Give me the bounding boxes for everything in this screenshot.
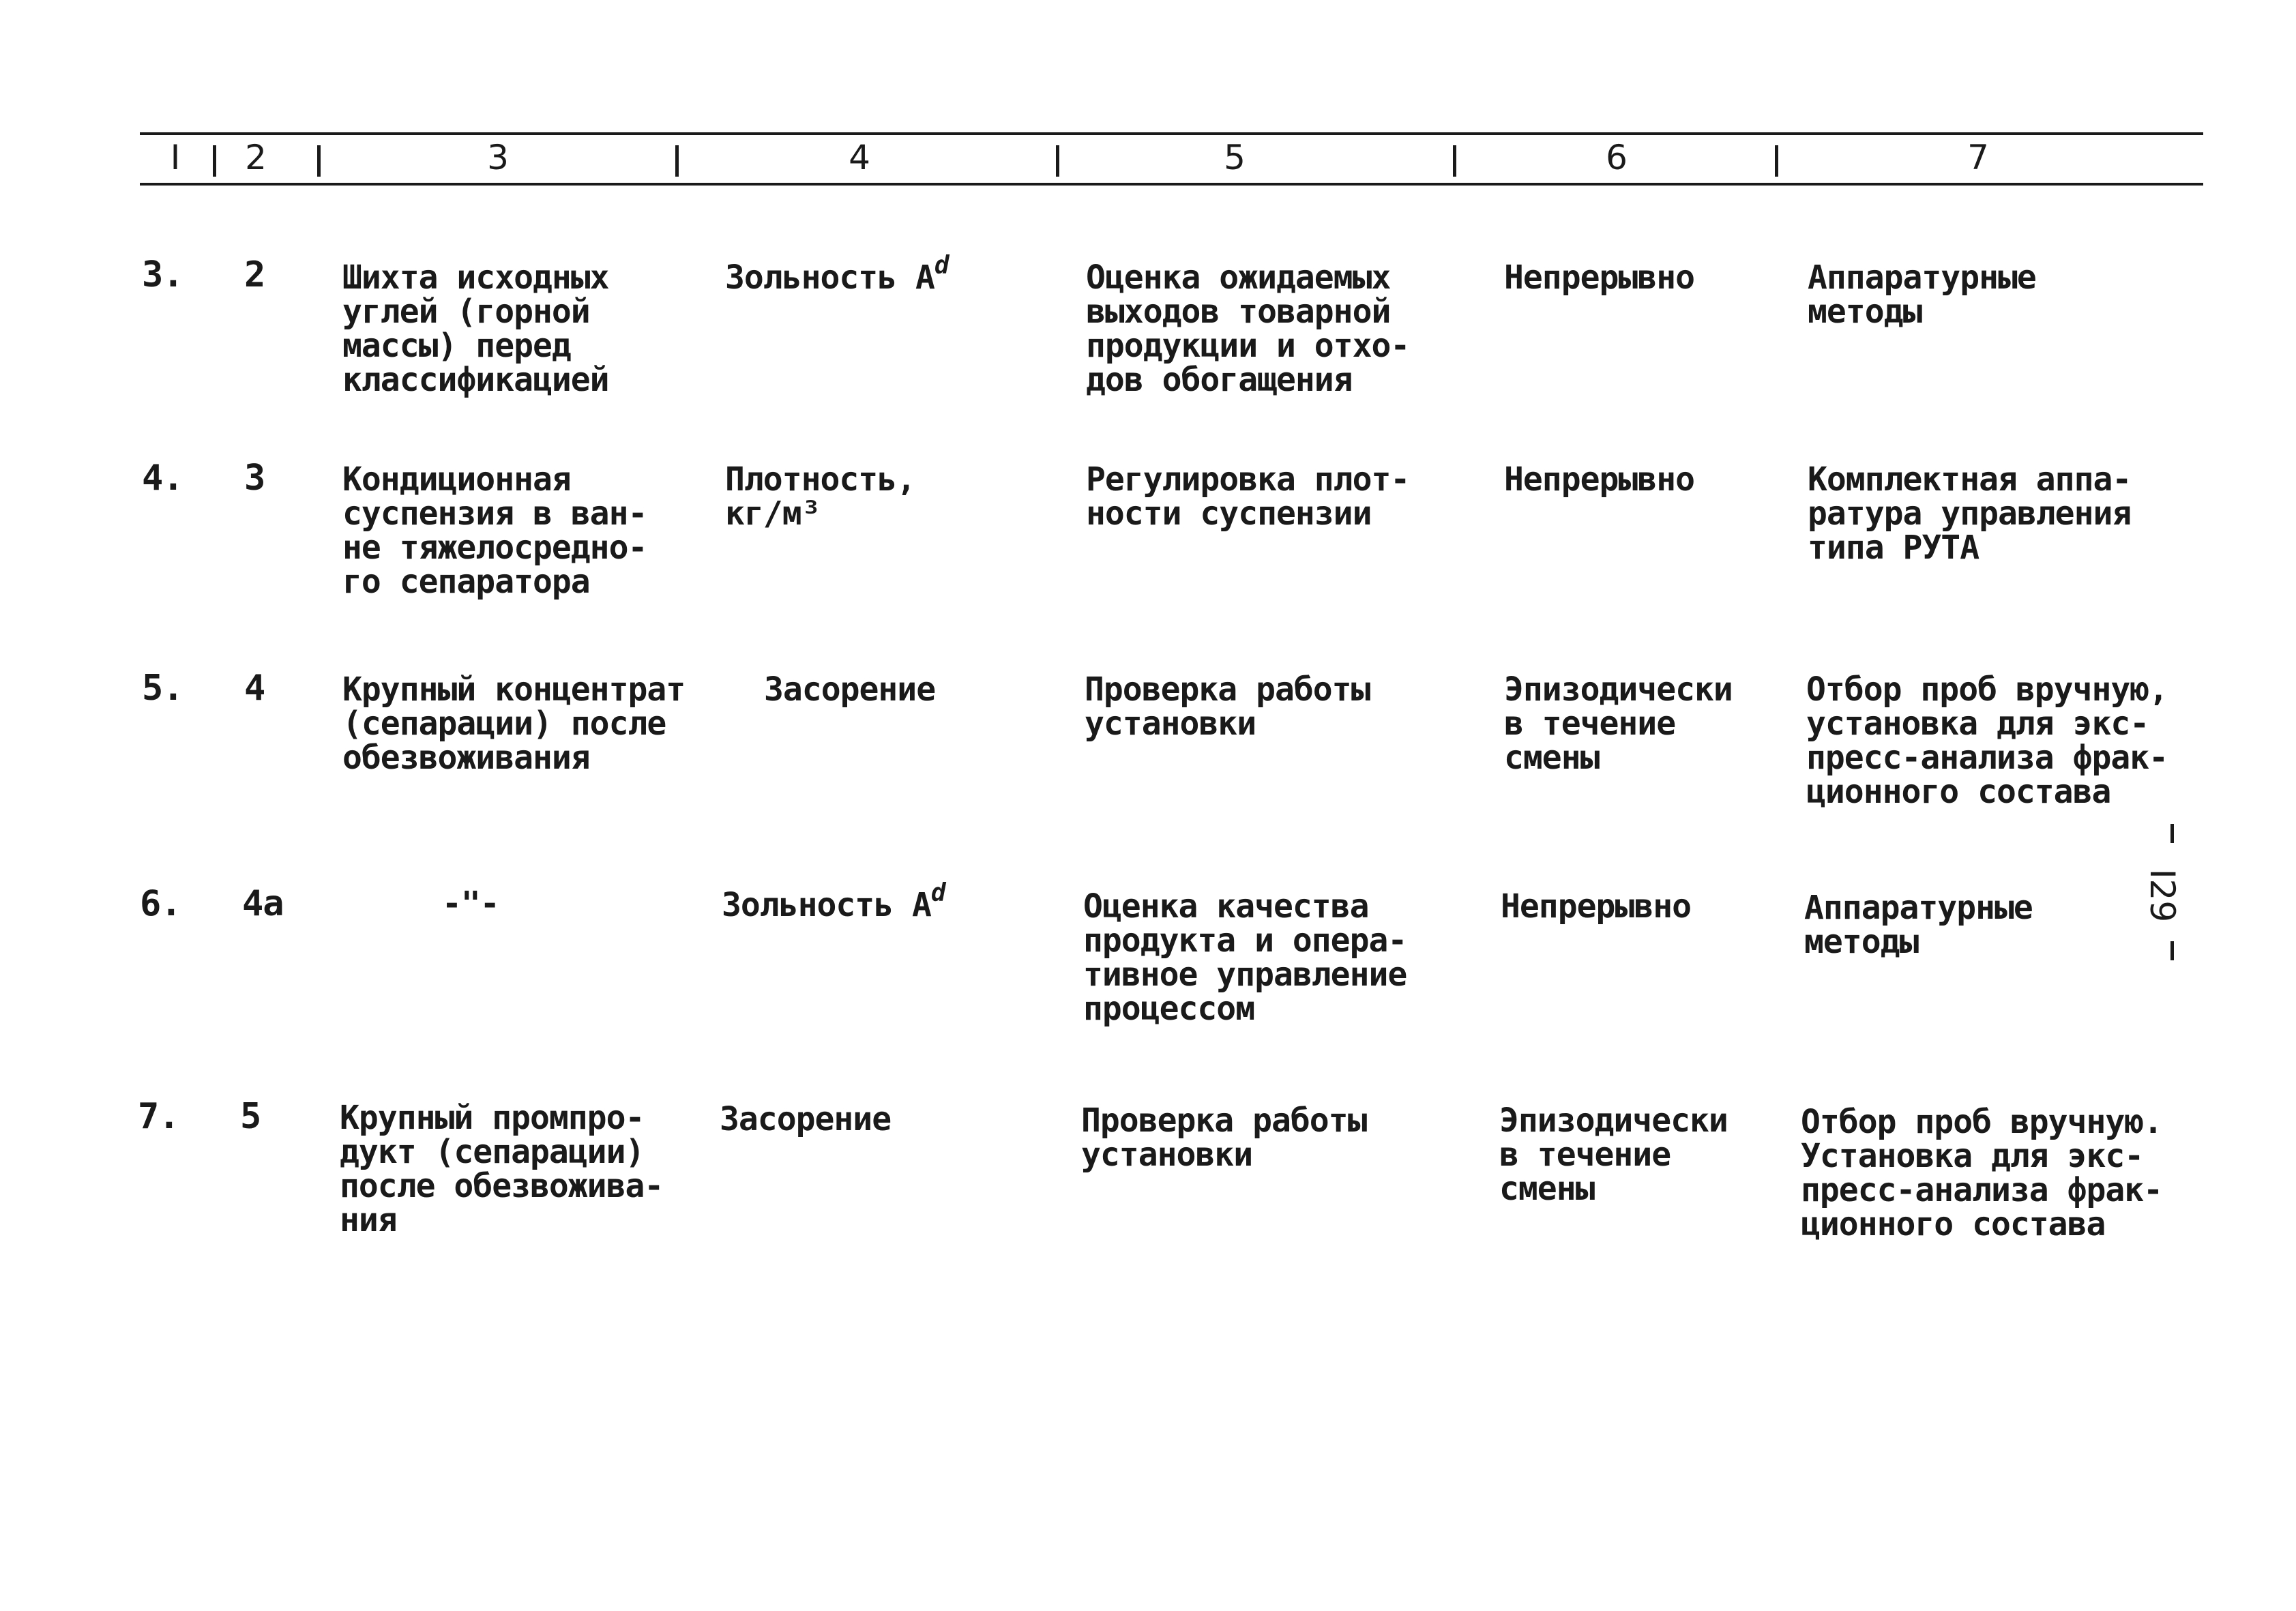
sampling-point: 2 — [244, 254, 265, 295]
control-frequency: Непрерывно — [1504, 258, 1694, 297]
sampling-point: 4 — [244, 668, 265, 709]
header-bottom-rule — [140, 183, 2203, 186]
sampled-object: Кондиционная суспензия в ван- не тяжелосредно- го сепаратора — [342, 460, 647, 601]
column-header-2: 2 — [245, 138, 267, 177]
column-header-4: 4 — [849, 138, 870, 177]
control-purpose: Проверка работы установки — [1081, 1102, 1367, 1174]
sampled-object: Шихта исходных углей (горной массы) перед классификацией — [342, 258, 609, 399]
control-method: Аппаратурные методы — [1804, 889, 2033, 961]
control-frequency: Эпизодически в течение смены — [1499, 1102, 1728, 1208]
column-separator — [1775, 145, 1778, 177]
controlled-parameter: Засорение — [720, 1100, 892, 1138]
sampled-object: Крупный концентрат (сепарации) после обезвоживания — [342, 670, 686, 777]
control-frequency: Эпизодически в течение смены — [1504, 670, 1733, 777]
header-top-rule — [140, 132, 2203, 135]
control-purpose: Оценка ожидаемых выходов товарной продукции и отхо- дов обогащения — [1086, 258, 1410, 399]
column-header-6: 6 — [1606, 138, 1628, 177]
sampled-object: Крупный промпро- дукт (сепарации) после обезвожива- ния — [340, 1099, 664, 1239]
control-method: Отбор проб вручную, установка для экс- пресс-анализа фрак- ционного состава — [1806, 670, 2168, 811]
column-header-1: I — [170, 138, 181, 177]
page-number-dash — [2170, 941, 2174, 960]
control-frequency: Непрерывно — [1501, 887, 1691, 926]
column-separator — [1056, 145, 1059, 177]
controlled-parameter: Засорение — [764, 670, 936, 709]
row-number: 7. — [138, 1096, 179, 1137]
control-purpose: Проверка работы установки — [1085, 670, 1370, 743]
row-number: 5. — [142, 668, 183, 709]
page-number-text: I29 — [2143, 868, 2182, 923]
control-method: Комплектная аппа- ратура управления типа РУТА — [1808, 460, 2132, 567]
controlled-parameter: Зольность $A^d$ — [722, 879, 945, 924]
row-number: 6. — [140, 883, 181, 924]
control-purpose: Оценка качества продукта и опера- тивное управление процессом — [1083, 887, 1407, 1028]
column-separator — [213, 145, 216, 177]
control-purpose: Регулировка плот- ности суспензии — [1086, 460, 1410, 533]
page-number-dash — [2170, 824, 2174, 843]
column-separator — [675, 145, 679, 177]
row-number: 4. — [142, 458, 183, 499]
page-number — [2143, 851, 2182, 940]
row-number: 3. — [142, 254, 183, 295]
control-method: Отбор проб вручную. Установка для экс- пресс-анализа фрак- ционного состава — [1801, 1103, 2163, 1243]
sampling-point: 3 — [244, 458, 265, 499]
control-frequency: Непрерывно — [1504, 460, 1694, 499]
control-method: Аппаратурные методы — [1808, 258, 2036, 331]
sampling-point: 5 — [240, 1096, 261, 1137]
controlled-parameter: Зольность $A^d$ — [725, 252, 949, 297]
column-separator — [1453, 145, 1456, 177]
controlled-parameter: Плотность, кг/м³ — [725, 460, 915, 533]
column-header-5: 5 — [1224, 138, 1246, 177]
column-separator — [317, 145, 321, 177]
sampling-point: 4а — [242, 883, 284, 924]
sampled-object: -"- — [442, 885, 499, 923]
column-header-7: 7 — [1967, 138, 1989, 177]
column-header-3: 3 — [487, 138, 509, 177]
